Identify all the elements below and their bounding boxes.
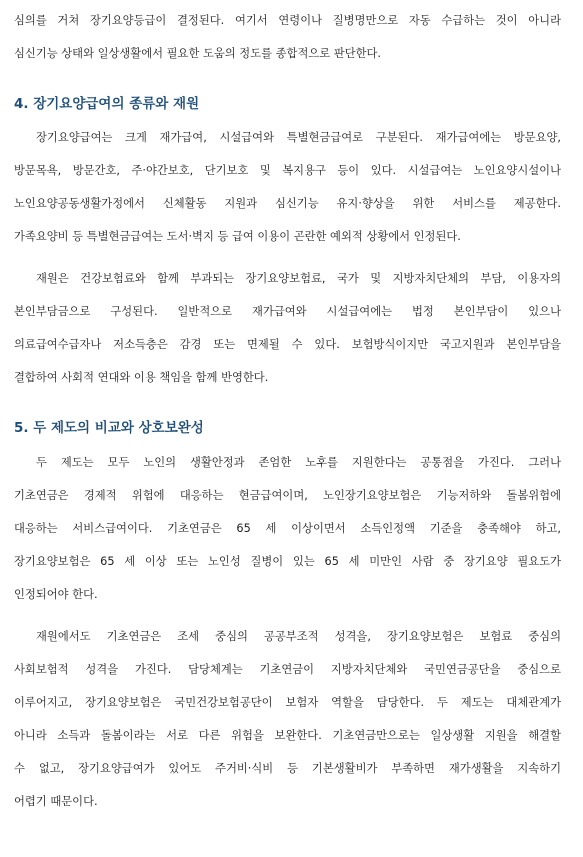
text-line: 수 없고, 장기요양급여가 있어도 주거비·식비 등 기본생활비가 부족하면 재가생활을 지속하기 [14, 762, 561, 775]
text-line: 결합하여 사회적 연대와 이용 책임을 함께 반영한다. [14, 371, 269, 384]
text-line: 노인요양공동생활가정에서 신체활동 지원과 심신기능 유지·향상을 위한 서비스를 제공한다. [14, 197, 561, 210]
text-line: 두 제도는 모두 노인의 생활안정과 존엄한 노후를 지원한다는 공통점을 가진다. 그러나 [36, 456, 561, 469]
section-5-paragraph-2 [14, 620, 561, 818]
section-4-paragraph-1 [14, 121, 561, 253]
text-line: 기초연금은 경제적 위험에 대응하는 현금급여이며, 노인장기요양보험은 기능저하와 돌봄위험에 [14, 489, 561, 502]
text-line: 대응하는 서비스급여이다. 기초연금은 65 세 이상이면서 소득인정액 기준을 충족해야 하고, [14, 522, 561, 535]
text-line: 본인부담금으로 구성된다. 일반적으로 재가급여와 시설급여에는 법정 본인부담이 있으나 [14, 305, 561, 318]
text-line: 사회보험적 성격을 가진다. 담당체계는 기초연금이 지방자치단체와 국민연금공단을 중심으로 [14, 663, 561, 676]
text-line: 이루어지고, 장기요양보험은 국민건강보험공단이 보험자 역할을 담당한다. 두 제도는 대체관계가 [14, 696, 561, 709]
text-line: 심의를 거쳐 장기요양등급이 결정된다. 여기서 연령이나 질병명만으로 자동 수급하는 것이 아니라 [14, 14, 561, 27]
section-5-paragraph-1 [14, 446, 561, 611]
text-line: 어렵기 때문이다. [14, 795, 98, 808]
text-line: 재원은 건강보험료와 함께 부과되는 장기요양보험료, 국가 및 지방자치단체의 부담, 이용자의 [36, 272, 561, 285]
section-5-heading: 5. 두 제도의 비교와 상호보완성 [14, 420, 204, 436]
text-line: 인정되어야 한다. [14, 588, 98, 601]
text-line: 가족요양비 등 특별현금급여는 도서·벽지 등 급여 이용이 곤란한 예외적 상황에서 인정된다. [14, 230, 461, 243]
text-line: 의료급여수급자나 저소득층은 감경 또는 면제될 수 있다. 보험방식이지만 국고지원과 본인부담을 [14, 338, 561, 351]
text-line: 장기요양급여는 크게 재가급여, 시설급여와 특별현금급여로 구분된다. 재가급여에는 방문요양, [36, 131, 561, 144]
text-line: 심신기능 상태와 일상생활에서 필요한 도움의 정도를 종합적으로 판단한다. [14, 47, 382, 60]
text-line: 방문목욕, 방문간호, 주·야간보호, 단기보호 및 복지용구 등이 있다. 시설급여는 노인요양시설이나 [14, 164, 561, 177]
intro-paragraph [14, 4, 561, 70]
text-line: 아니라 소득과 돌봄이라는 서로 다른 위험을 보완한다. 기초연금만으로는 일상생활 지원을 해결할 [14, 729, 561, 742]
text-line: 장기요양보험은 65 세 이상 또는 노인성 질병이 있는 65 세 미만인 사람 중 장기요양 필요도가 [14, 555, 561, 568]
section-4-paragraph-2 [14, 262, 561, 394]
section-4-heading: 4. 장기요양급여의 종류와 재원 [14, 96, 200, 112]
text-line: 재원에서도 기초연금은 조세 중심의 공공부조적 성격을, 장기요양보험은 보험료 중심의 [36, 630, 561, 643]
